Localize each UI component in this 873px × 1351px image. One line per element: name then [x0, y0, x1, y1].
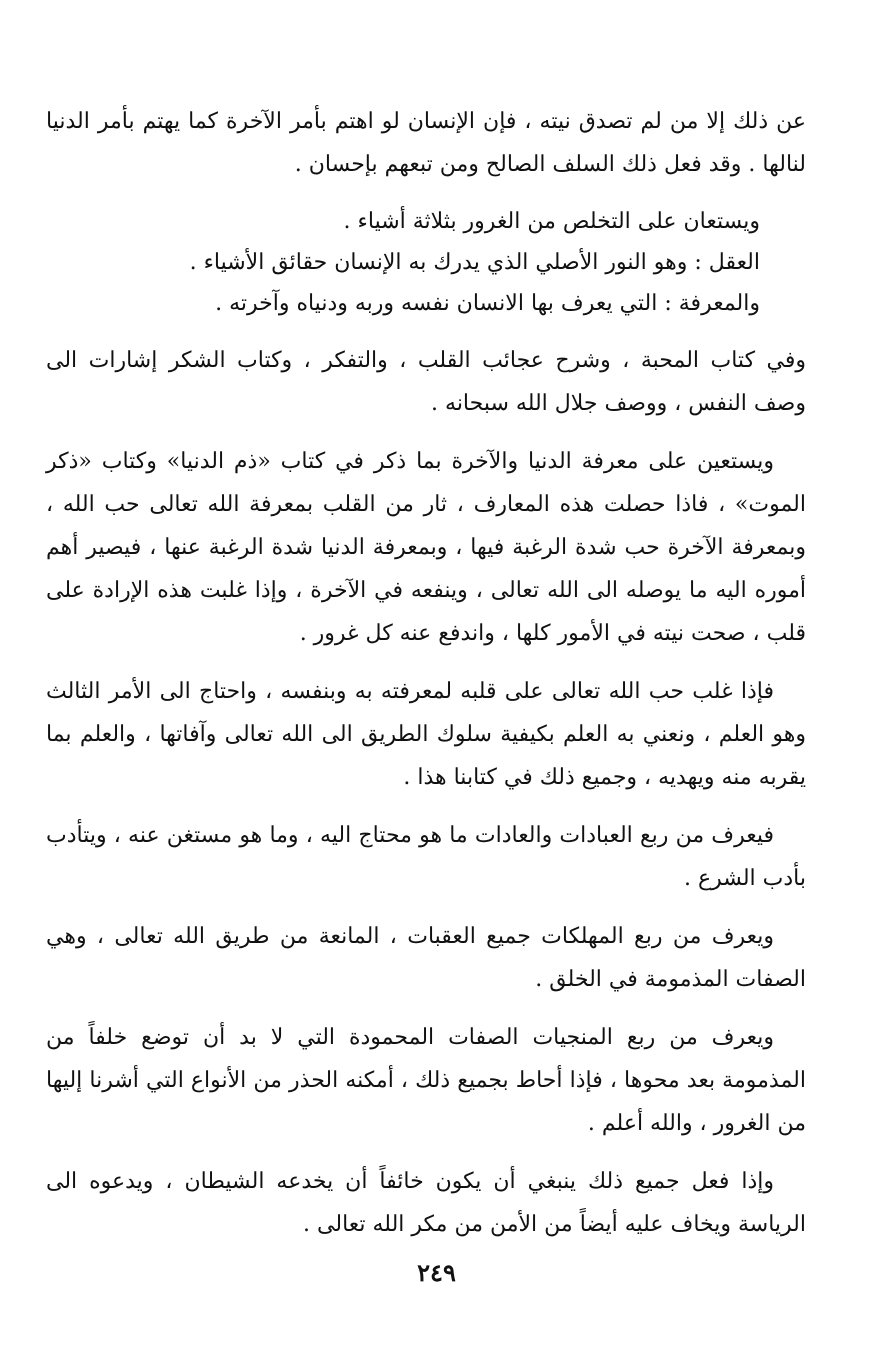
paragraph-1: عن ذلك إلا من لم تصدق نيته ، فإن الإنسان لو اهتم بأمر الآخرة كما يهتم بأمر الدنيا لنالها . وقد فعل ذلك السلف الصالح ومن تبعهم بإحسان . [46, 109, 806, 177]
list-item: ويستعان على التخلص من الغرور بثلاثة أشياء . [343, 209, 760, 234]
paragraph-4: فإذا غلب حب الله تعالى على قلبه لمعرفته به وبنفسه ، واحتاج الى الأمر الثالث وهو العلم ، ونعني به العلم بكيفية سلوك الطريق الى الله تعالى وآفاتها ، والعلم بما يقربه منه ويهديه ، وجميع ذلك في كتابنا هذا . [46, 679, 806, 790]
page-number: ٢٤٩ [417, 1258, 456, 1287]
paragraph-7: ويعرف من ربع المنجيات الصفات المحمودة التي لا بد أن توضع خلفاً من المذمومة بعد محوها ، فإذا أحاط بجميع ذلك ، أمكنه الحذر من الأنواع التي أشرنا إليها من الغرور ، والله أعلم . [46, 1025, 806, 1136]
paragraph-6: ويعرف من ربع المهلكات جميع العقبات ، المانعة من طريق الله تعالى ، وهي الصفات المذمومة في الخلق . [46, 924, 806, 992]
paragraph-3: ويستعين على معرفة الدنيا والآخرة بما ذكر في كتاب «ذم الدنيا» وكتاب «ذكر الموت» ، فاذا حصلت هذه المعارف ، ثار من القلب بمعرفة الله تعالى حب الله ، وبمعرفة الآخرة حب شدة الرغبة فيها ، وبمعرفة الدنيا شدة الرغبة عنها ، فيصير أهم أموره اليه ما يوصله الى الله تعالى ، وينفعه في الآخرة ، وإذا غلبت هذه الإرادة على قلب ، صحت نيته في الأمور كلها ، واندفع عنه كل غرور . [46, 449, 806, 646]
page-body [46, 100, 806, 1261]
list-item: والمعرفة : التي يعرف بها الانسان نفسه وربه ودنياه وآخرته . [215, 291, 760, 316]
list-item: العقل : وهو النور الأصلي الذي يدرك به الإنسان حقائق الأشياء . [189, 250, 760, 275]
paragraph-5: فيعرف من ربع العبادات والعادات ما هو محتاج اليه ، وما هو مستغن عنه ، ويتأدب بأدب الشرع . [46, 823, 806, 891]
paragraph-8: وإذا فعل جميع ذلك ينبغي أن يكون خائفاً أن يخدعه الشيطان ، ويدعوه الى الرياسة ويخاف عليه أيضاً من الأمن من مكر الله تعالى . [46, 1169, 806, 1237]
means-list [46, 201, 806, 324]
paragraph-2: وفي كتاب المحبة ، وشرح عجائب القلب ، والتفكر ، وكتاب الشكر إشارات الى وصف النفس ، ووصف جلال الله سبحانه . [46, 348, 807, 416]
